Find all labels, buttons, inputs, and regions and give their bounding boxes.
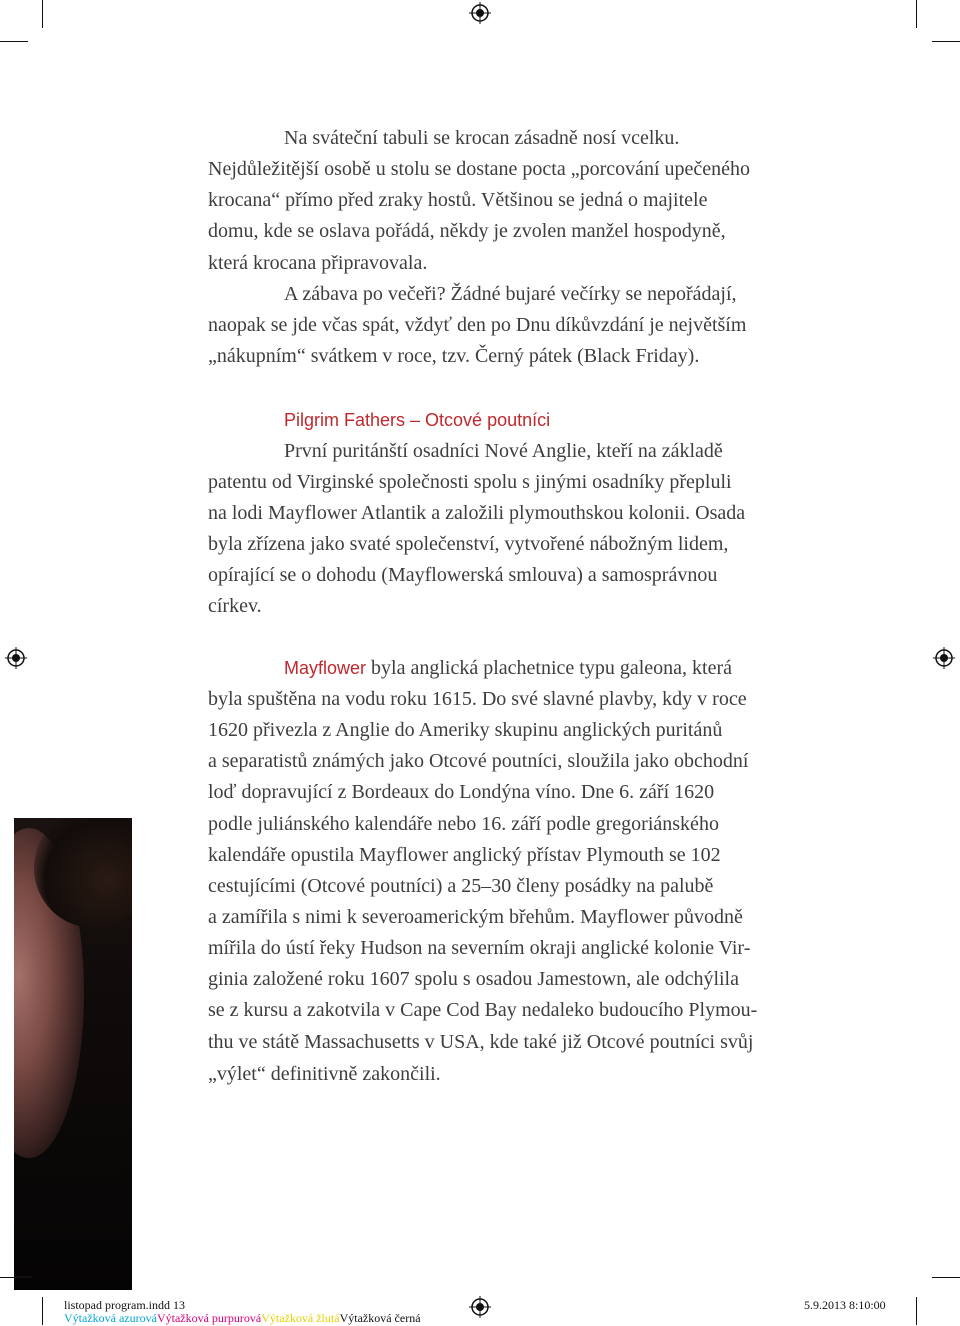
registration-mark-icon bbox=[5, 647, 27, 669]
paragraph-line: a separatistů známých jako Otcové poutníci, sloužila jako obchodní bbox=[208, 750, 749, 772]
section-heading-pilgrim-fathers: Pilgrim Fathers – Otcové poutníci bbox=[284, 410, 551, 430]
paragraph-line: loď dopravující z Bordeaux do Londýna víno. Dne 6. září 1620 bbox=[208, 781, 715, 803]
paragraph-line: podle juliánského kalendáře nebo 16. září podle gregoriánského bbox=[208, 813, 719, 835]
footer-datetime: 5.9.2013 8:10:00 bbox=[804, 1298, 886, 1312]
registration-mark-icon bbox=[469, 1296, 491, 1318]
mayflower-first-line bbox=[284, 653, 732, 684]
separation-magenta: Výtažková purpurová bbox=[156, 1311, 262, 1325]
footer-file-info: listopad program.indd 13 bbox=[64, 1298, 185, 1312]
paragraph-line: „výlet“ definitivně zakončili. bbox=[208, 1063, 441, 1085]
section-term-mayflower: Mayflower bbox=[284, 658, 367, 678]
paragraph-line: patentu od Virginské společnosti spolu s jinými osadníky přepluli bbox=[208, 471, 732, 493]
paragraph-line: A zábava po večeři? Žádné bujaré večírky se nepořádají, bbox=[284, 283, 737, 305]
paragraph-line: a zamířila s nimi k severoamerickým břehům. Mayflower původně bbox=[208, 906, 743, 928]
registration-mark-icon bbox=[469, 2, 491, 24]
crop-mark-top-left-h bbox=[0, 41, 28, 42]
footer-separations bbox=[64, 1311, 421, 1326]
separation-cyan: Výtažková azurová bbox=[64, 1311, 157, 1325]
paragraph-line: na lodi Mayflower Atlantik a založili plymouthskou kolonii. Osada bbox=[208, 502, 746, 524]
paragraph-line: „nákupním“ svátkem v roce, tzv. Černý pátek (Black Friday). bbox=[208, 345, 700, 367]
paragraph-line: Na sváteční tabuli se krocan zásadně nosí vcelku. bbox=[284, 127, 680, 149]
paragraph-line: církev. bbox=[208, 595, 262, 617]
paragraph-text: byla anglická plachetnice typu galeona, která bbox=[366, 657, 732, 679]
paragraph-line: thu ve státě Massachusetts v USA, kde také již Otcové poutníci svůj bbox=[208, 1031, 754, 1053]
separation-yellow: Výtažková žlutá bbox=[261, 1311, 340, 1325]
paragraph-line: ginia založené roku 1607 spolu s osadou Jamestown, ale odchýlila bbox=[208, 968, 739, 990]
crop-mark-bottom-left-v bbox=[42, 1297, 43, 1325]
paragraph-line: byla zřízena jako svaté společenství, vytvořené nábožným lidem, bbox=[208, 533, 729, 555]
crop-mark-bottom-right-h bbox=[932, 1277, 960, 1278]
paragraph-line: mířila do ústí řeky Hudson na severním okraji anglické kolonie Vir- bbox=[208, 937, 751, 959]
separation-black: Výtažková černá bbox=[339, 1311, 421, 1325]
paragraph-line: krocana“ přímo před zraky hostů. Většinou se jedná o majitele bbox=[208, 189, 708, 211]
crop-mark-top-left-v bbox=[42, 0, 43, 28]
portrait-photo bbox=[14, 818, 132, 1290]
crop-mark-top-right-v bbox=[916, 0, 917, 28]
crop-mark-top-right-h bbox=[932, 41, 960, 42]
paragraph-line: se z kursu a zakotvila v Cape Cod Bay nedaleko budoucího Plymou- bbox=[208, 999, 758, 1021]
paragraph-line: která krocana připravovala. bbox=[208, 252, 428, 274]
paragraph-line: Nejdůležitější osobě u stolu se dostane pocta „porcování upečeného bbox=[208, 158, 751, 180]
paragraph-line: naopak se jde včas spát, vždyť den po Dnu díkůvzdání je největším bbox=[208, 314, 747, 336]
paragraph-line: kalendáře opustila Mayflower anglický přístav Plymouth se 102 bbox=[208, 844, 721, 866]
paragraph-line: První puritánští osadníci Nové Anglie, kteří na základě bbox=[284, 440, 723, 462]
crop-mark-bottom-right-v bbox=[916, 1297, 917, 1325]
photo-edge-mark bbox=[14, 1276, 32, 1278]
paragraph-line: 1620 přivezla z Anglie do Ameriky skupinu anglických puritánů bbox=[208, 719, 723, 741]
paragraph-line: domu, kde se oslava pořádá, někdy je zvolen manžel hospodyně, bbox=[208, 220, 726, 242]
registration-mark-icon bbox=[933, 647, 955, 669]
paragraph-line: byla spuštěna na vodu roku 1615. Do své slavné plavby, kdy v roce bbox=[208, 688, 747, 710]
paragraph-line: cestujícími (Otcové poutníci) a 25–30 členy posádky na palubě bbox=[208, 875, 714, 897]
paragraph-line: opírající se o dohodu (Mayflowerská smlouva) a samosprávnou bbox=[208, 564, 718, 586]
